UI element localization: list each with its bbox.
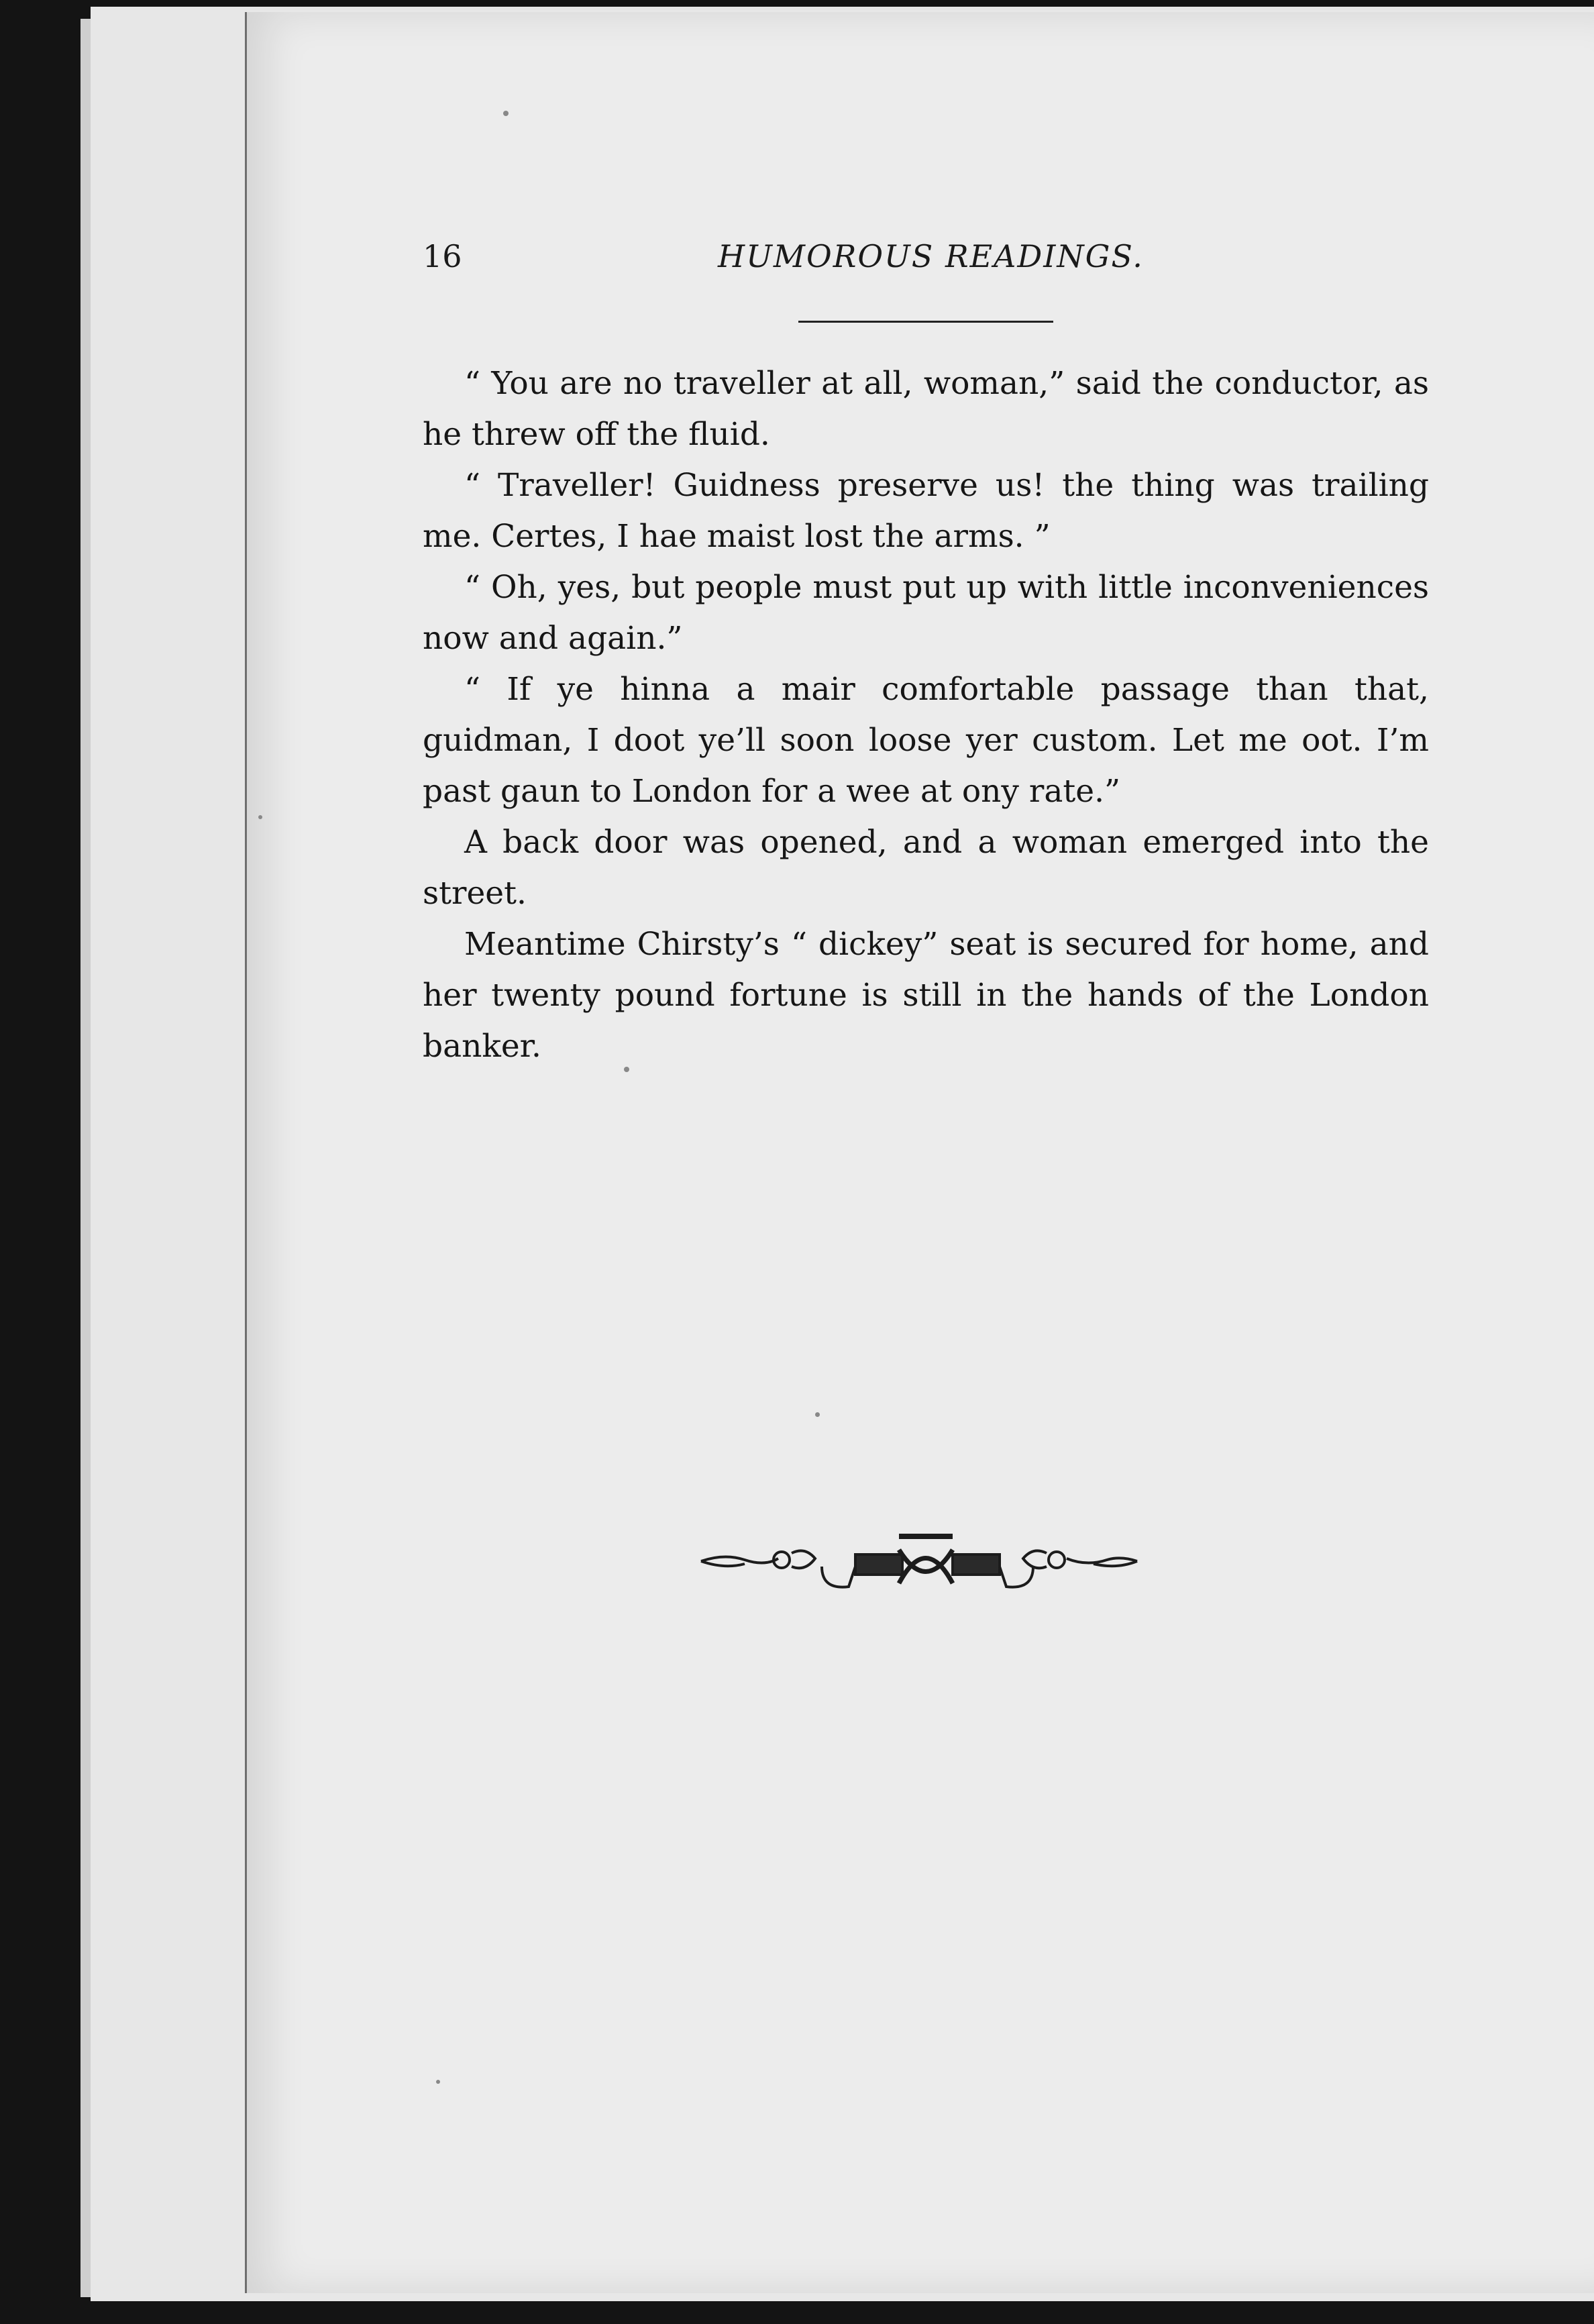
paragraph: “ Oh, yes, but people must put up with little inconveniences now and again.” [423, 569, 1429, 657]
paragraph: “ Traveller! Guidness preserve us! the thing was trailing me. Certes, I hae maist lost the arms. ” [423, 467, 1429, 555]
paragraph: “ You are no traveller at all, woman,” said the conductor, as he threw off the fluid. [423, 365, 1429, 453]
scroll-tailpiece-ornament-icon [698, 1520, 1140, 1607]
book-page [245, 12, 1594, 2293]
paragraph: A back door was opened, and a woman emerged into the street. [423, 824, 1429, 912]
scan-speck [436, 2080, 440, 2084]
scan-speck [624, 1067, 629, 1072]
head-rule [798, 321, 1053, 323]
book-block [91, 7, 1594, 2301]
running-head [423, 238, 1402, 285]
running-title: HUMOROUS READINGS. [718, 238, 1144, 274]
paragraph: Meantime Chirsty’s “ dickey” seat is secured for home, and her twenty pound fortune is still in the hands of the London banker. [423, 926, 1429, 1065]
scan-speck [258, 815, 262, 819]
page-number: 16 [423, 238, 462, 274]
body-text [423, 358, 1429, 1072]
paragraph: “ If ye hinna a mair comfortable passage than that, guidman, I doot ye’ll soon loose yer custom. Let me oot. I’m past gaun to London for a wee at ony rate.” [423, 671, 1429, 810]
scan-speck [815, 1412, 820, 1417]
scan-speck [503, 111, 509, 116]
